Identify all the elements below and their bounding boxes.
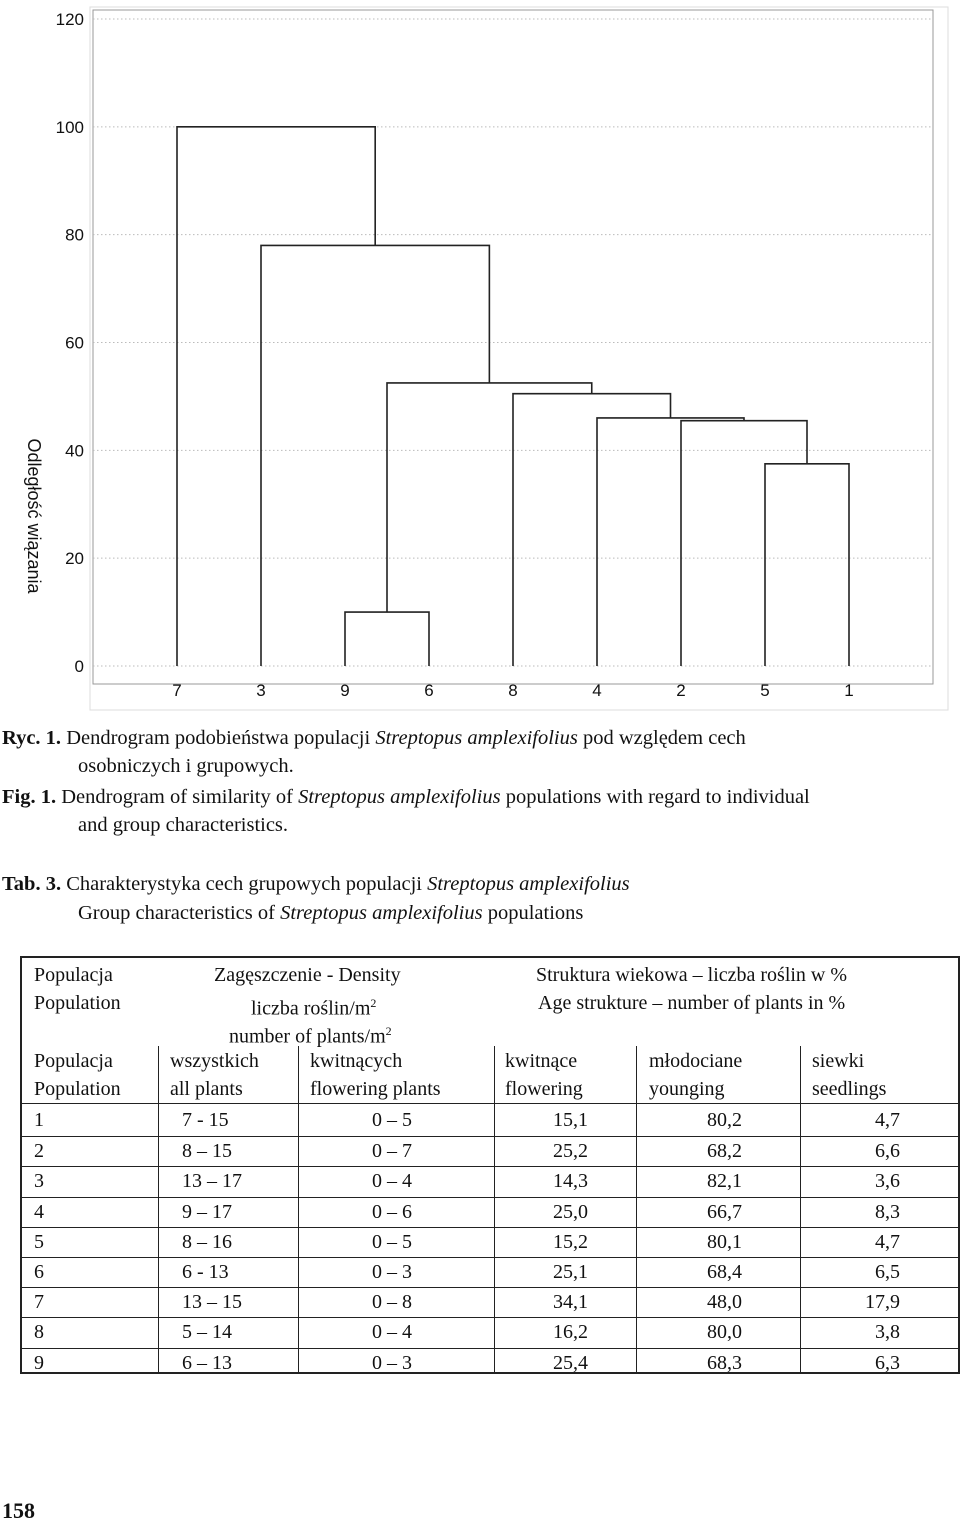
fig-label: Fig. 1.	[2, 786, 57, 808]
y-tick-label: 80	[65, 225, 84, 245]
ryc-label: Ryc. 1.	[2, 727, 62, 749]
ryc-text-2: pod względem cech	[577, 727, 746, 749]
table-cell: 7 - 15	[182, 1109, 229, 1131]
header-younging-pl: młodociane	[649, 1050, 743, 1072]
header-flowering-plants-pl: kwitnących	[310, 1050, 403, 1072]
table-cell: 13 – 15	[182, 1291, 242, 1314]
table-cell: 0 – 5	[372, 1109, 412, 1131]
table-row	[22, 1106, 958, 1136]
leaf-label: 1	[844, 681, 854, 700]
header-all-plants-en: all plants	[170, 1078, 243, 1100]
table-cell: 8,3	[875, 1200, 900, 1223]
table-cell: 5	[34, 1230, 44, 1253]
leaf-label: 7	[172, 681, 182, 700]
header-younging-en: younging	[649, 1078, 725, 1100]
table-row	[22, 1257, 958, 1288]
table-cell: 0 – 5	[372, 1230, 412, 1253]
leaf-label: 2	[676, 681, 686, 700]
tab-line2-text: Group characteristics of	[78, 902, 281, 924]
table-row	[22, 1348, 958, 1379]
ryc-caption	[2, 724, 746, 752]
table-cell: 80,2	[707, 1109, 742, 1131]
table-cell: 0 – 4	[372, 1170, 412, 1193]
dendrogram-chart	[0, 0, 960, 712]
table-cell: 0 – 4	[372, 1321, 412, 1344]
tab-caption	[2, 870, 630, 898]
fig-caption-line2: and group characteristics.	[78, 814, 289, 836]
table-row	[22, 1287, 958, 1318]
y-tick-label: 120	[55, 10, 84, 29]
table-cell: 80,1	[707, 1230, 742, 1253]
table-cell: 68,4	[707, 1261, 742, 1283]
table-cell: 17,9	[865, 1291, 900, 1314]
header-seedlings-pl: siewki	[812, 1050, 865, 1072]
table-cell: 0 – 8	[372, 1291, 412, 1314]
table-row	[22, 1136, 958, 1167]
table-cell: 9	[34, 1351, 44, 1374]
y-tick-label: 40	[65, 441, 84, 461]
table-cell: 2	[34, 1140, 44, 1163]
leaf-label: 8	[508, 681, 518, 700]
table-cell: 8	[34, 1321, 44, 1344]
table-cell: 6,6	[875, 1140, 900, 1163]
data-table	[20, 956, 960, 1374]
table-cell: 68,3	[707, 1351, 742, 1374]
table-cell: 15,1	[553, 1109, 588, 1131]
tab-species: Streptopus amplexifolius	[427, 873, 630, 895]
leaf-label: 5	[760, 681, 770, 700]
table-cell: 3,6	[875, 1170, 900, 1193]
table-cell: 13 – 17	[182, 1170, 242, 1193]
table-cell: 0 – 3	[372, 1261, 412, 1283]
table-cell: 0 – 7	[372, 1140, 412, 1163]
table-cell: 8 – 15	[182, 1140, 232, 1163]
table-cell: 14,3	[553, 1170, 588, 1193]
leaf-label: 9	[340, 681, 350, 700]
header-flowering-plants-en: flowering plants	[310, 1078, 441, 1100]
table-cell: 1	[34, 1109, 44, 1131]
tab-line2-species: Streptopus amplexifolius	[280, 902, 483, 924]
tab-line2-text-2: populations	[482, 902, 584, 924]
ryc-species: Streptopus amplexifolius	[375, 727, 578, 749]
y-tick-label: 0	[74, 657, 84, 676]
page-number: 158	[2, 1498, 35, 1523]
table-cell: 6	[34, 1261, 44, 1283]
table-cell: 6,3	[875, 1351, 900, 1374]
y-tick-label: 20	[65, 549, 84, 569]
table-cell: 80,0	[707, 1321, 742, 1344]
table-cell: 4,7	[875, 1230, 900, 1253]
table-cell: 6,5	[875, 1261, 900, 1283]
y-axis-label: Odległość wiązania	[24, 438, 44, 594]
ryc-caption-line2: osobniczych i grupowych.	[78, 755, 294, 777]
tab-caption-line2	[0, 899, 583, 927]
header-age-structure-en: Age strukture – number of plants in %	[538, 992, 846, 1014]
table-cell: 6 – 13	[182, 1351, 232, 1374]
table-cell: 7	[34, 1291, 44, 1314]
table-row	[22, 1227, 958, 1258]
header-flowering-en: flowering	[505, 1078, 583, 1100]
header2-population-pl: Populacja	[34, 1050, 113, 1072]
table-cell: 9 – 17	[182, 1200, 232, 1223]
tab-text: Charakterystyka cech grupowych populacji	[66, 873, 428, 895]
leaf-label: 3	[256, 681, 266, 700]
header-density-en: number of plants/$m^2$	[229, 1024, 392, 1048]
table-cell: 8 – 16	[182, 1230, 232, 1253]
ryc-text: Dendrogram podobieństwa populacji	[66, 727, 376, 749]
table-row	[22, 1317, 958, 1348]
table-cell: 0 – 3	[372, 1351, 412, 1374]
table-row	[22, 1197, 958, 1228]
header2-population-en: Population	[34, 1078, 121, 1100]
header-seedlings-en: seedlings	[812, 1078, 887, 1100]
table-row	[22, 1166, 958, 1197]
leaf-label: 4	[592, 681, 602, 700]
table-cell: 25,1	[553, 1261, 588, 1283]
leaf-label: 6	[424, 681, 434, 700]
fig-species: Streptopus amplexifolius	[298, 786, 501, 808]
header-flowering-pl: kwitnące	[505, 1050, 578, 1072]
table-cell: 4	[34, 1200, 44, 1223]
header-density-pl: liczba roślin/$m^2$	[251, 996, 377, 1020]
table-cell: 3	[34, 1170, 44, 1193]
header-age-structure-pl: Struktura wiekowa – liczba roślin w %	[536, 964, 848, 986]
table-cell: 25,0	[553, 1200, 588, 1223]
table-cell: 3,8	[875, 1321, 900, 1344]
table-cell: 16,2	[553, 1321, 588, 1344]
header-population-pl: Populacja	[34, 964, 113, 986]
header-all-plants-pl: wszystkich	[170, 1050, 259, 1072]
table-cell: 0 – 6	[372, 1200, 412, 1223]
y-tick-label: 60	[65, 333, 84, 353]
header-population-en: Population	[34, 992, 121, 1014]
table-cell: 25,4	[553, 1351, 588, 1374]
y-tick-label: 100	[55, 117, 84, 137]
fig-caption	[2, 783, 810, 811]
table-cell: 4,7	[875, 1109, 900, 1131]
table-cell: 5 – 14	[182, 1321, 232, 1344]
header-density-title: Zagęszczenie - Density	[214, 964, 401, 986]
table-cell: 6 - 13	[182, 1261, 229, 1283]
table-cell: 25,2	[553, 1140, 588, 1163]
table-cell: 34,1	[553, 1291, 588, 1314]
table-cell: 66,7	[707, 1200, 742, 1223]
fig-text: Dendrogram of similarity of	[61, 786, 299, 808]
table-cell: 82,1	[707, 1170, 742, 1193]
tab-label: Tab. 3.	[2, 873, 62, 895]
table-cell: 48,0	[707, 1291, 742, 1314]
table-cell: 15,2	[553, 1230, 588, 1253]
table-cell: 68,2	[707, 1140, 742, 1163]
fig-text-2: populations with regard to individual	[500, 786, 810, 808]
